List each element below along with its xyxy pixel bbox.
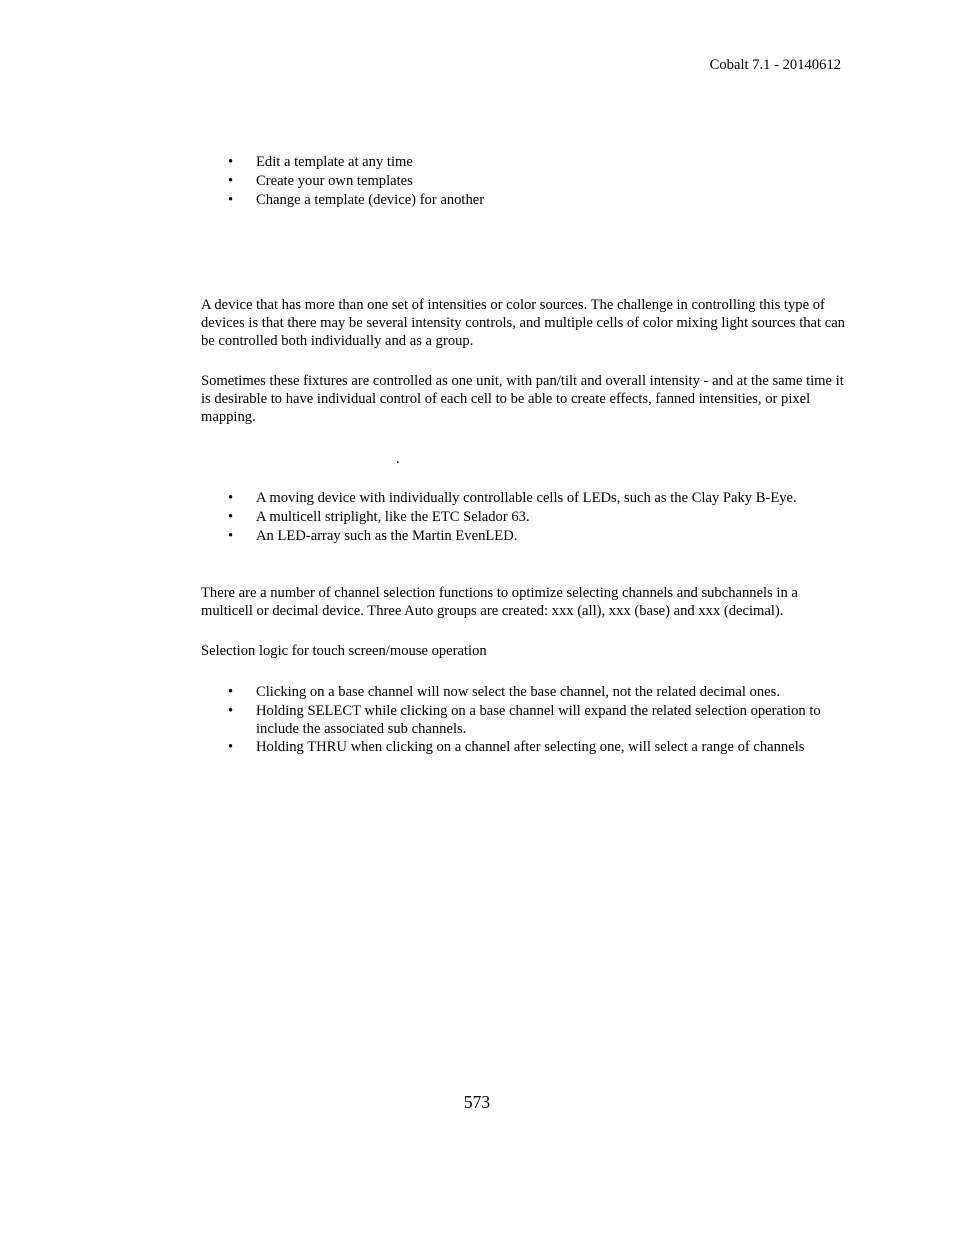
list-item-text: A multicell striplight, like the ETC Selador 63. bbox=[256, 509, 530, 525]
bullet-icon: • bbox=[228, 173, 234, 189]
list-item bbox=[228, 527, 848, 546]
bullet-icon: • bbox=[228, 528, 234, 544]
bullet-icon: • bbox=[228, 154, 234, 170]
bullet-icon: • bbox=[228, 192, 234, 208]
selection-logic-heading: Selection logic for touch screen/mouse operation bbox=[201, 643, 487, 659]
list-item bbox=[228, 702, 848, 738]
list-item bbox=[228, 683, 848, 702]
list-item-text: Create your own templates bbox=[256, 173, 413, 189]
list-item-text: A moving device with individually controllable cells of LEDs, such as the Clay Paky B-Eye. bbox=[256, 490, 797, 506]
selection-intro-paragraph: There are a number of channel selection functions to optimize selecting channels and subchannels in a multicell or decimal device. Three Auto groups are created: xxx (all), xxx (base) and xxx (decimal). bbox=[201, 585, 798, 619]
list-item-text: Edit a template at any time bbox=[256, 154, 413, 170]
list-item bbox=[228, 191, 848, 210]
multicell-control-paragraph: Sometimes these fixtures are controlled as one unit, with pan/tilt and overall intensity - and at the same time it is desirable to have individual control of each cell to be able to create effects, fanned intensities, or pixel mapping. bbox=[201, 373, 844, 425]
list-item bbox=[228, 489, 848, 508]
list-item-text: An LED-array such as the Martin EvenLED. bbox=[256, 528, 518, 544]
selection-rules-list bbox=[228, 683, 848, 757]
list-item bbox=[228, 508, 848, 527]
multicell-examples-list bbox=[228, 489, 848, 546]
running-header: Cobalt 7.1 - 20140612 bbox=[709, 57, 841, 73]
page-number: 573 bbox=[463, 1092, 491, 1112]
bullet-icon: • bbox=[228, 509, 234, 525]
bullet-icon: • bbox=[228, 490, 234, 506]
stray-period: . bbox=[396, 451, 400, 467]
list-item-text: Change a template (device) for another bbox=[256, 192, 485, 208]
bullet-icon: • bbox=[228, 739, 234, 755]
bullet-icon: • bbox=[228, 703, 234, 719]
list-item-text: Clicking on a base channel will now select the base channel, not the related decimal ones. bbox=[256, 684, 780, 700]
list-item-text: Holding SELECT while clicking on a base channel will expand the related selection operation to include the associated sub channels. bbox=[256, 703, 821, 737]
list-item bbox=[228, 153, 848, 172]
bullet-icon: • bbox=[228, 684, 234, 700]
list-item bbox=[228, 172, 848, 191]
multicell-definition-paragraph: A device that has more than one set of intensities or color sources. The challenge in controlling this type of devices is that there may be several intensity controls, and multiple cells of color mixing light sources that can be controlled both individually and as a group. bbox=[201, 297, 845, 349]
list-item-text: Holding THRU when clicking on a channel after selecting one, will select a range of channels bbox=[256, 739, 805, 755]
template-features-list bbox=[228, 153, 848, 210]
list-item bbox=[228, 738, 848, 757]
